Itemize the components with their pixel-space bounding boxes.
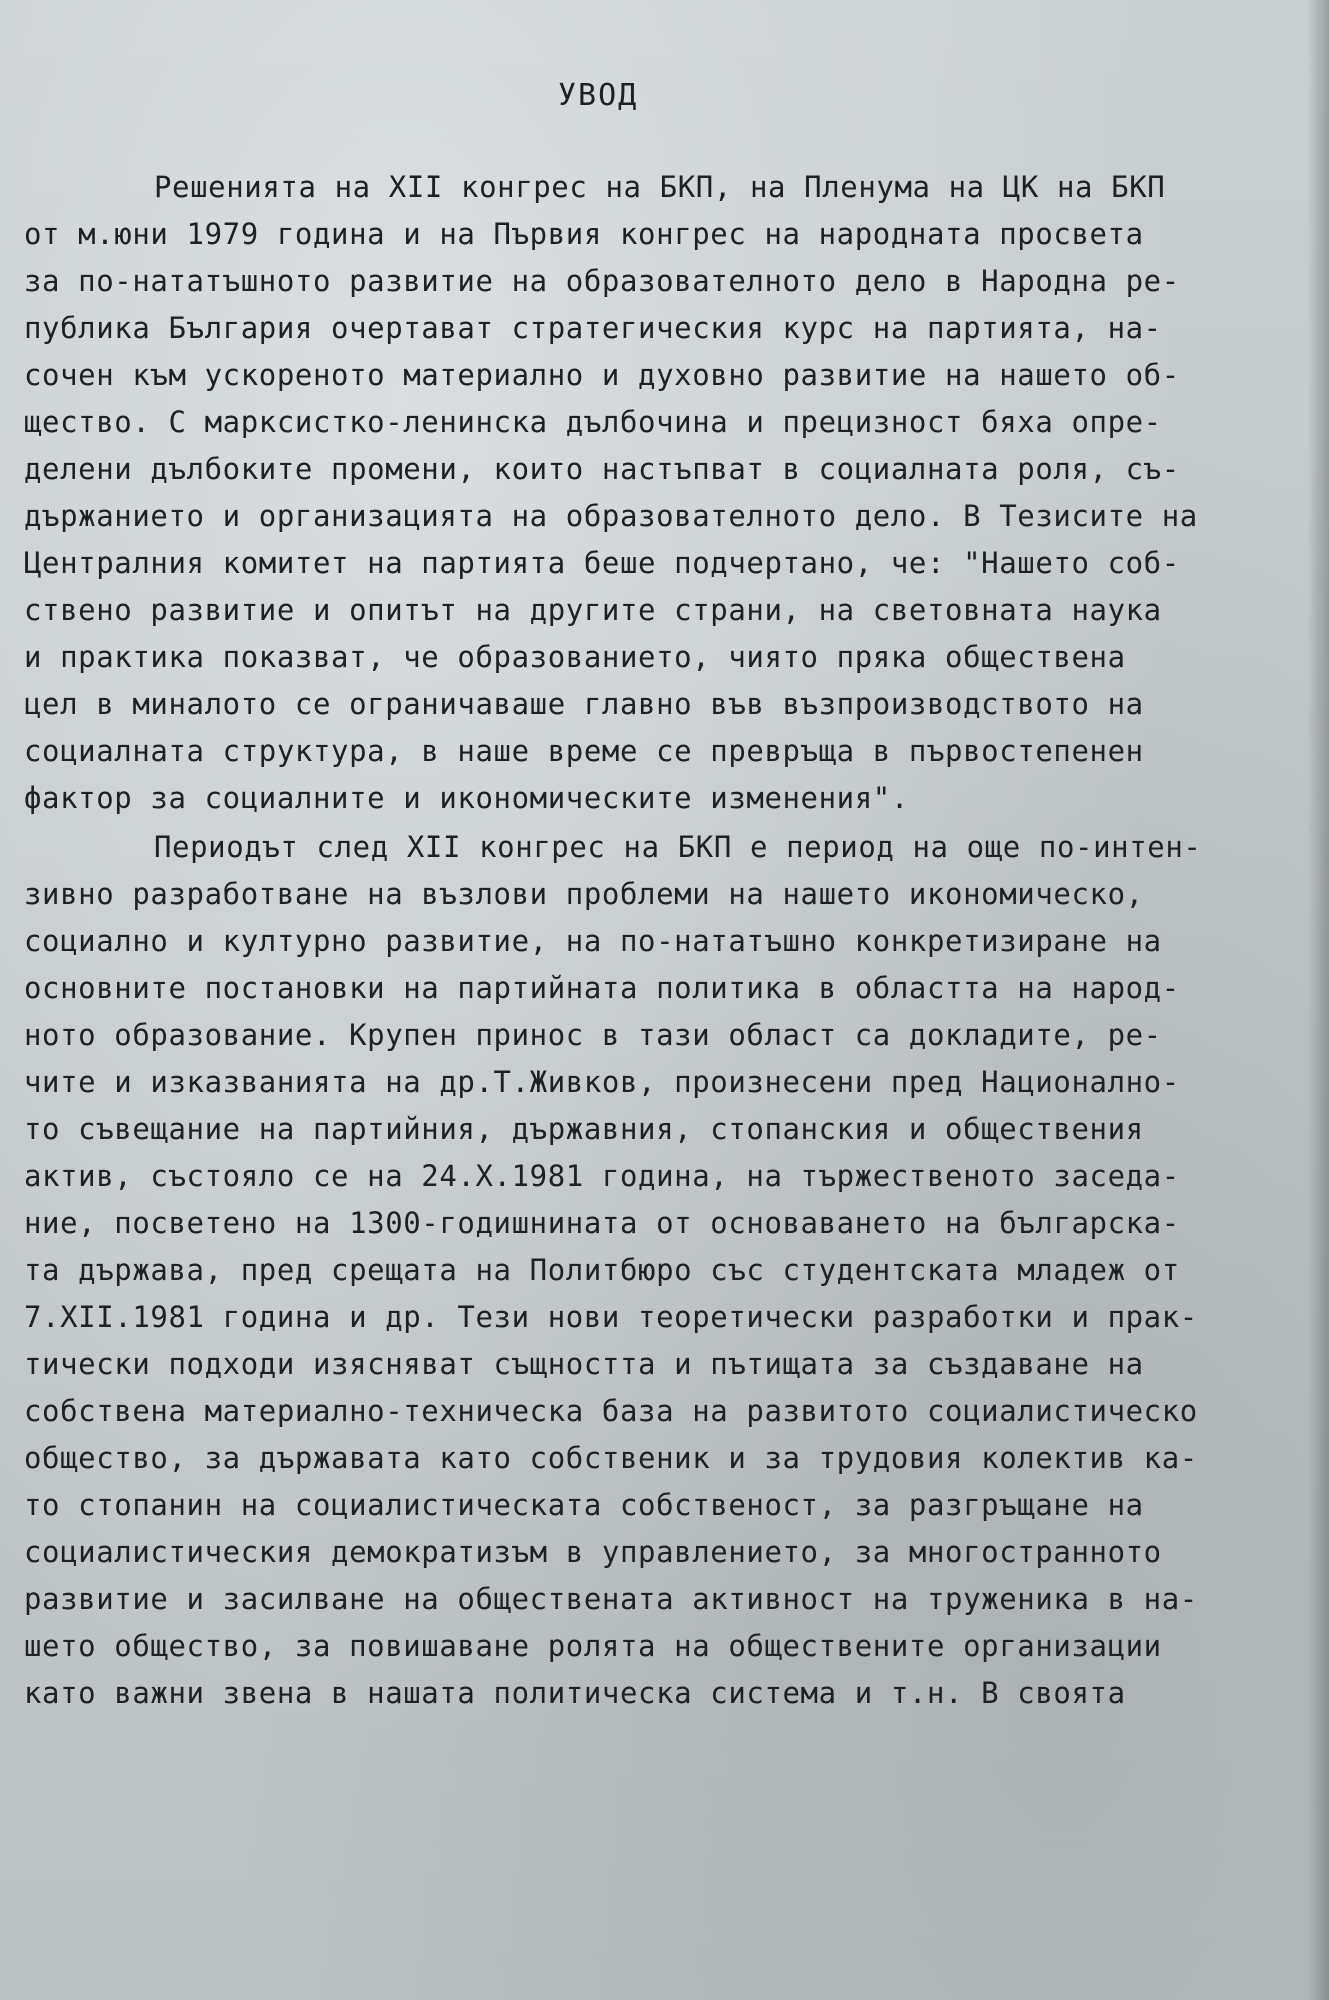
text-line: делени дълбоките промени, които настъпват в социалната роля, съ-	[24, 452, 1180, 486]
text-line: за по-нататъшното развитие на образователното дело в Народна ре-	[24, 264, 1180, 298]
text-line: Периодът след XII конгрес на БКП е период на още по-интен-	[154, 830, 1202, 864]
text-line: ние, посветено на 1300-годишнината от основаването на българска-	[24, 1206, 1180, 1240]
text-line: фактор за социалните и икономическите изменения".	[24, 781, 909, 815]
text-line: като важни звена в нашата политическа система и т.н. В своята	[24, 1676, 1126, 1710]
text-line: Централния комитет на партията беше подчертано, че: "Нашето соб-	[24, 546, 1180, 580]
text-line: социалистическия демократизъм в управлението, за многостранното	[24, 1535, 1162, 1569]
page-title: УВОД	[558, 78, 639, 113]
text-line: общество, за държавата като собственик и за трудовия колектив ка-	[24, 1441, 1198, 1475]
text-line: 7.XII.1981 година и др. Тези нови теоретически разработки и прак-	[24, 1300, 1198, 1334]
text-line: та държава, пред срещата на Политбюро със студентската младеж от	[24, 1253, 1180, 1287]
text-line: Решенията на XII конгрес на БКП, на Пленума на ЦК на БКП	[154, 170, 1166, 204]
text-line: собствена материално-техническа база на развитото социалистическо	[24, 1394, 1198, 1428]
text-line: то съвещание на партийния, държавния, стопанския и обществения	[24, 1112, 1144, 1146]
text-line: то стопанин на социалистическата собственост, за разгръщане на	[24, 1488, 1144, 1522]
text-line: ствено развитие и опитът на другите страни, на световната наука	[24, 593, 1162, 627]
text-line: и практика показват, че образованието, чиято пряка обществена	[24, 640, 1126, 674]
text-line: зивно разработване на възлови проблеми на нашето икономическо,	[24, 877, 1144, 911]
text-line: социално и културно развитие, на по-нататъшно конкретизиране на	[24, 924, 1162, 958]
text-line: социалната структура, в наше време се превръща в първостепенен	[24, 734, 1144, 768]
text-line: чите и изказванията на др.Т.Живков, произнесени пред Национално-	[24, 1065, 1180, 1099]
text-line: от м.юни 1979 година и на Първия конгрес на народната просвета	[24, 217, 1144, 251]
text-line: щество. С марксистко-ленинска дълбочина и прецизност бяха опре-	[24, 405, 1162, 439]
text-line: развитие и засилване на обществената активност на труженика в на-	[24, 1582, 1198, 1616]
text-line: актив, състояло се на 24.X.1981 година, на тържественото заседа-	[24, 1159, 1180, 1193]
text-line: цел в миналото се ограничаваше главно във възпроизводството на	[24, 687, 1144, 721]
text-line: публика България очертават стратегическия курс на партията, на-	[24, 311, 1162, 345]
text-line: държанието и организацията на образователното дело. В Тезисите на	[24, 499, 1198, 533]
text-line: шето общество, за повишаване ролята на обществените организации	[24, 1629, 1162, 1663]
text-line: сочен към ускореното материално и духовно развитие на нашето об-	[24, 358, 1180, 392]
text-line: тически подходи изясняват същността и пътищата за създаване на	[24, 1347, 1144, 1381]
text-line: ното образование. Крупен принос в тази област са докладите, ре-	[24, 1018, 1162, 1052]
text-line: основните постановки на партийната политика в областта на народ-	[24, 971, 1180, 1005]
